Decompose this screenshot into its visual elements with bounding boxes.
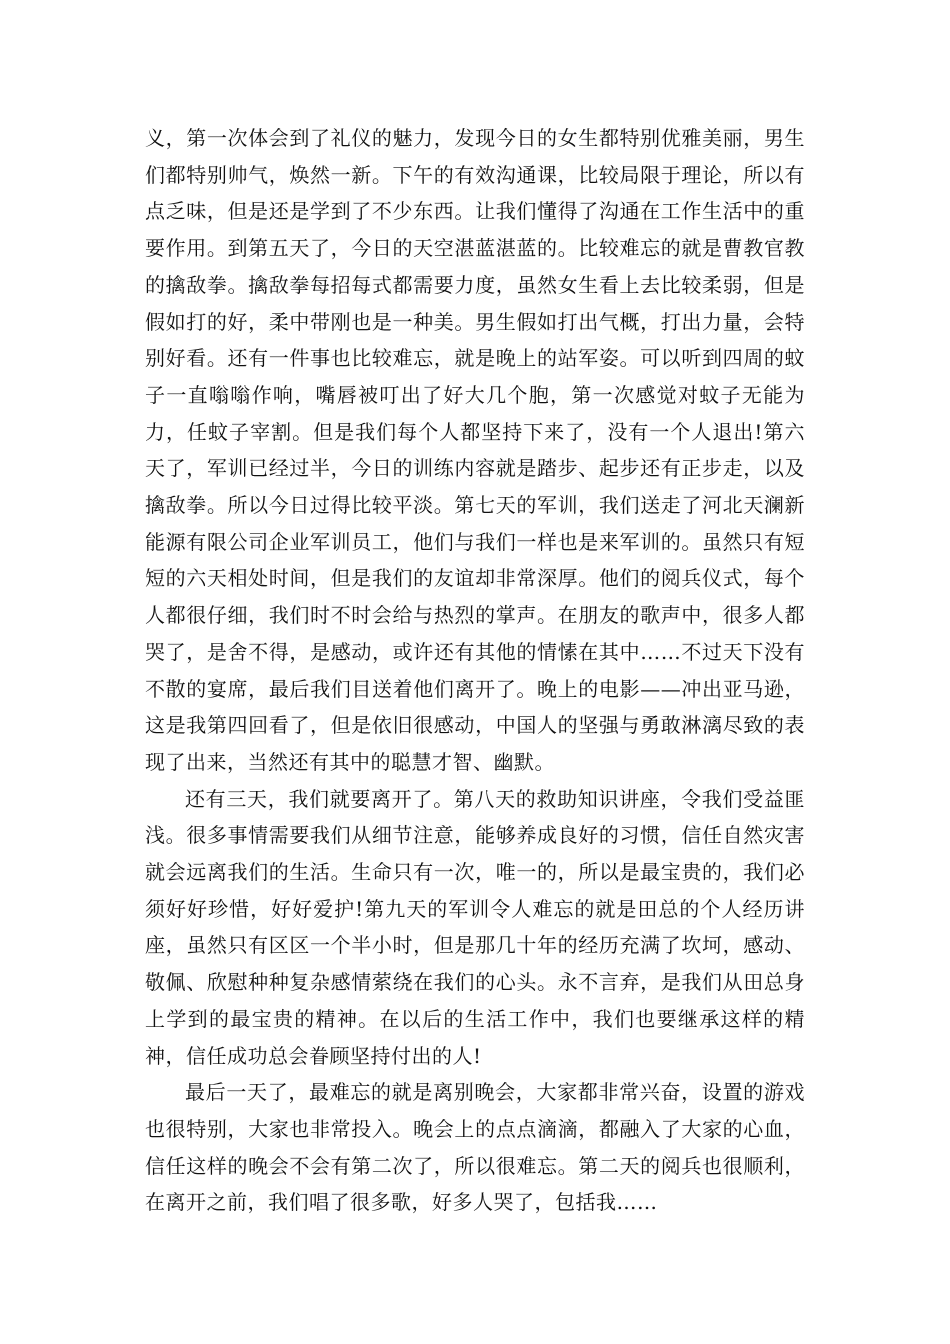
paragraph-3: 最后一天了，最难忘的就是离别晚会，大家都非常兴奋，设置的游戏也很特别，大家也非常投入。晚会上的点点滴滴，都融入了大家的心血，信任这样的晚会不会有第二次了，所以很难忘。第二天的阅兵也很顺利，在离开之前，我们唱了很多歌，好多人哭了，包括我……	[145, 1080, 805, 1215]
paragraph-1: 义，第一次体会到了礼仪的魅力，发现今日的女生都特别优雅美丽，男生们都特别帅气，焕然一新。下午的有效沟通课，比较局限于理论，所以有点乏味，但是还是学到了不少东西。让我们懂得了沟通在工作生活中的重要作用。到第五天了，今日的天空湛蓝湛蓝的。比较难忘的就是曹教官教的擒敌拳。擒敌拳每招每式都需要力度，虽然女生看上去比较柔弱，但是假如打的好，柔中带刚也是一种美。男生假如打出气概，打出力量，会特别好看。还有一件事也比较难忘，就是晚上的站军姿。可以听到四周的蚊子一直嗡嗡作响，嘴唇被叮出了好大几个胞，第一次感觉对蚊子无能为力，任蚊子宰割。但是我们每个人都坚持下来了，没有一个人退出!第六天了，军训已经过半，今日的训练内容就是踏步、起步还有正步走，以及擒敌拳。所以今日过得比较平淡。第七天的军训，我们送走了河北天澜新能源有限公司企业军训员工，他们与我们一样也是来军训的。虽然只有短短的六天相处时间，但是我们的友谊却非常深厚。他们的阅兵仪式，每个人都很仔细，我们时不时会给与热烈的掌声。在朋友的歌声中，很多人都哭了，是舍不得，是感动，或许还有其他的情愫在其中……不过天下没有不散的宴席，最后我们目送着他们离开了。晚上的电影——冲出亚马逊，这是我第四回看了，但是依旧很感动，中国人的坚强与勇敢淋漓尽致的表现了出来，当然还有其中的聪慧才智、幽默。	[145, 126, 805, 774]
paragraph-2: 还有三天，我们就要离开了。第八天的救助知识讲座，令我们受益匪浅。很多事情需要我们从细节注意，能够养成良好的习惯，信任自然灾害就会远离我们的生活。生命只有一次，唯一的，所以是最宝贵的，我们必须好好珍惜，好好爱护!第九天的军训令人难忘的就是田总的个人经历讲座，虽然只有区区一个半小时，但是那几十年的经历充满了坎坷，感动、敬佩、欣慰种种复杂感情萦绕在我们的心头。永不言弃，是我们从田总身上学到的最宝贵的精神。在以后的生活工作中，我们也要继承这样的精神，信任成功总会眷顾坚持付出的人!	[145, 786, 805, 1068]
document-body	[145, 120, 805, 1221]
